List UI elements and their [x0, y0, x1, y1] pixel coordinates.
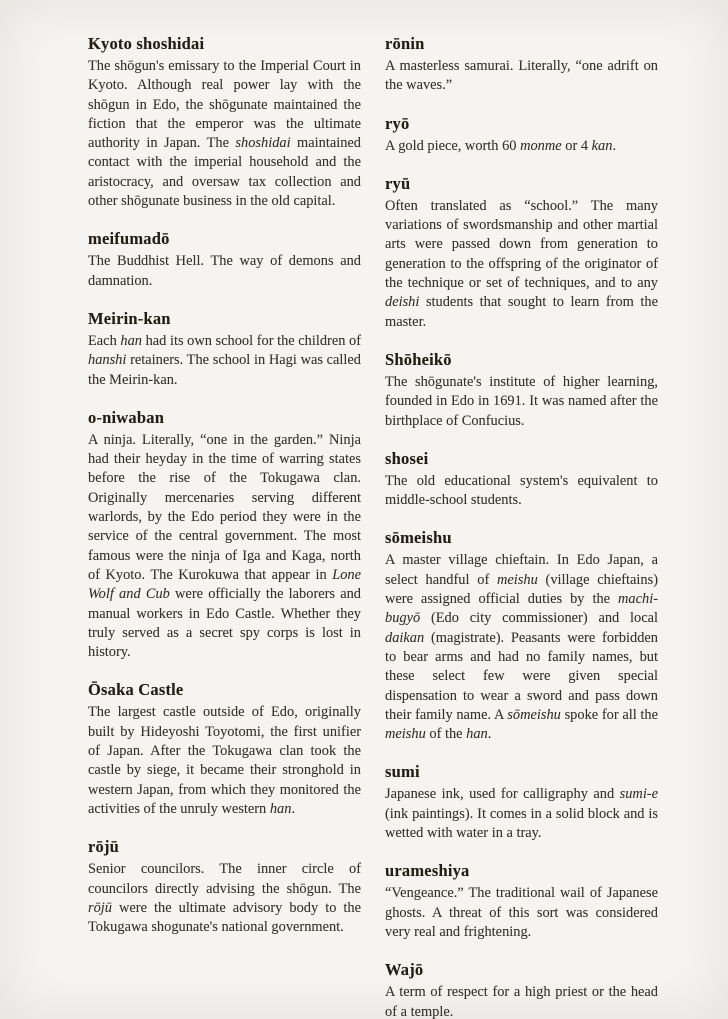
term-heading: Kyoto shoshidai	[88, 34, 205, 53]
term-definition: The old educational system's equivalent to middle-school students.	[385, 472, 658, 509]
term-heading: rōnin	[385, 34, 425, 53]
term-heading: meifumadō	[88, 229, 170, 249]
term-heading: Shōheikō	[385, 349, 452, 369]
glossary-entry	[385, 761, 658, 843]
glossary-entry	[385, 959, 658, 1019]
term-definition: The shōgun's emissary to the Imperial Court in Kyoto. Although real power lay with the shōgun in Edo, the shōgunate maintained the fiction that the emperor was the ultimate authority in Japan. The shoshidai maintained contact with the imperial household and the aristocracy, and oversaw tax collection and other shōgunate business in the old capital.	[88, 58, 361, 210]
term-definition: A gold piece, worth 60 monme or 4 kan.	[385, 137, 617, 154]
term-heading: Ōsaka Castle	[88, 680, 184, 700]
term-definition: The shōgunate's institute of higher learning, founded in Edo in 1691. It was named after the birthplace of Confucius.	[385, 373, 658, 429]
glossary-entry	[88, 679, 361, 819]
glossary-column-left	[88, 33, 361, 954]
term-definition: Each han had its own school for the children of hanshi retainers. The school in Hagi was called the Meirin-kan.	[88, 332, 362, 388]
term-definition: Senior councilors. The inner circle of councilors directly advising the shōgun. The rōjū were the ultimate advisory body to the Tokugawa shogunate's national government.	[88, 861, 361, 936]
term-heading: Wajō	[385, 960, 424, 980]
glossary-entry	[385, 173, 658, 332]
term-definition: A master village chieftain. In Edo Japan, a select handful of meishu (village chieftains) were assigned official duties by the machi-bugyō (Edo city commissioner) and local daikan (magistrate). Peasants were forbidden to bear arms and had no family names, but these select few were given special dispensation to wear a sword and pass down their family name. A sōmeishu spoke for all the meishu of the han.	[385, 552, 658, 743]
term-definition: Japanese ink, used for calligraphy and sumi-e (ink paintings). It comes in a solid block and is wetted with water in a tray.	[385, 786, 658, 842]
term-heading: shosei	[385, 448, 429, 468]
term-definition: A masterless samurai. Literally, “one adrift on the waves.”	[385, 58, 658, 94]
glossary-entry	[88, 308, 361, 390]
glossary-entry	[385, 527, 658, 744]
term-heading: ryū	[385, 173, 411, 193]
term-definition: A ninja. Literally, “one in the garden.” Ninja had their heyday in the time of warring states before the rise of the Tokugawa clan. Originally mercenaries serving different warlords, by the Edo period they were in the service of the central government. The most famous were the ninja of Iga and Kaga, north of Kyoto. The Kurokuwa that appear in Lone Wolf and Cub were officially the laborers and manual workers in Edo Castle. Whether they truly served as a secret spy corps is lost in history.	[88, 431, 361, 661]
term-heading: sōmeishu	[385, 528, 452, 548]
glossary-entry	[88, 33, 361, 211]
glossary-entry	[88, 228, 361, 291]
glossary-entry	[385, 860, 658, 942]
term-definition: The Buddhist Hell. The way of demons and damnation.	[88, 253, 361, 289]
glossary-column-right	[385, 33, 658, 1019]
term-heading: rōjū	[88, 837, 120, 857]
term-definition: The largest castle outside of Edo, originally built by Hideyoshi Toyotomi, the first unifier of Japan. After the Tokugawa clan took the castle by siege, it became their stronghold in western Japan, from which they monitored the activities of the unruly western han.	[88, 704, 361, 817]
term-definition: A term of respect for a high priest or the head of a temple.	[385, 984, 658, 1019]
glossary-entry	[385, 113, 658, 156]
term-heading: urameshiya	[385, 861, 470, 881]
term-heading: Meirin-kan	[88, 308, 171, 328]
term-heading: ryō	[385, 113, 410, 133]
glossary-entry	[88, 836, 361, 937]
term-definition: Often translated as “school.” The many variations of swordsmanship and other martial arts were passed down from generation to generation to the offspring of the originator of the technique or set of techniques, and to any deishi students that sought to learn from the master.	[385, 197, 658, 330]
glossary-entry	[385, 349, 658, 431]
term-heading: sumi	[385, 762, 420, 782]
term-heading: o-niwaban	[88, 407, 165, 427]
glossary-entry	[385, 448, 658, 511]
glossary-entry	[88, 407, 361, 663]
term-definition: “Vengeance.” The traditional wail of Japanese ghosts. A threat of this sort was considered very real and frightening.	[385, 885, 658, 940]
glossary-entry	[385, 33, 658, 96]
